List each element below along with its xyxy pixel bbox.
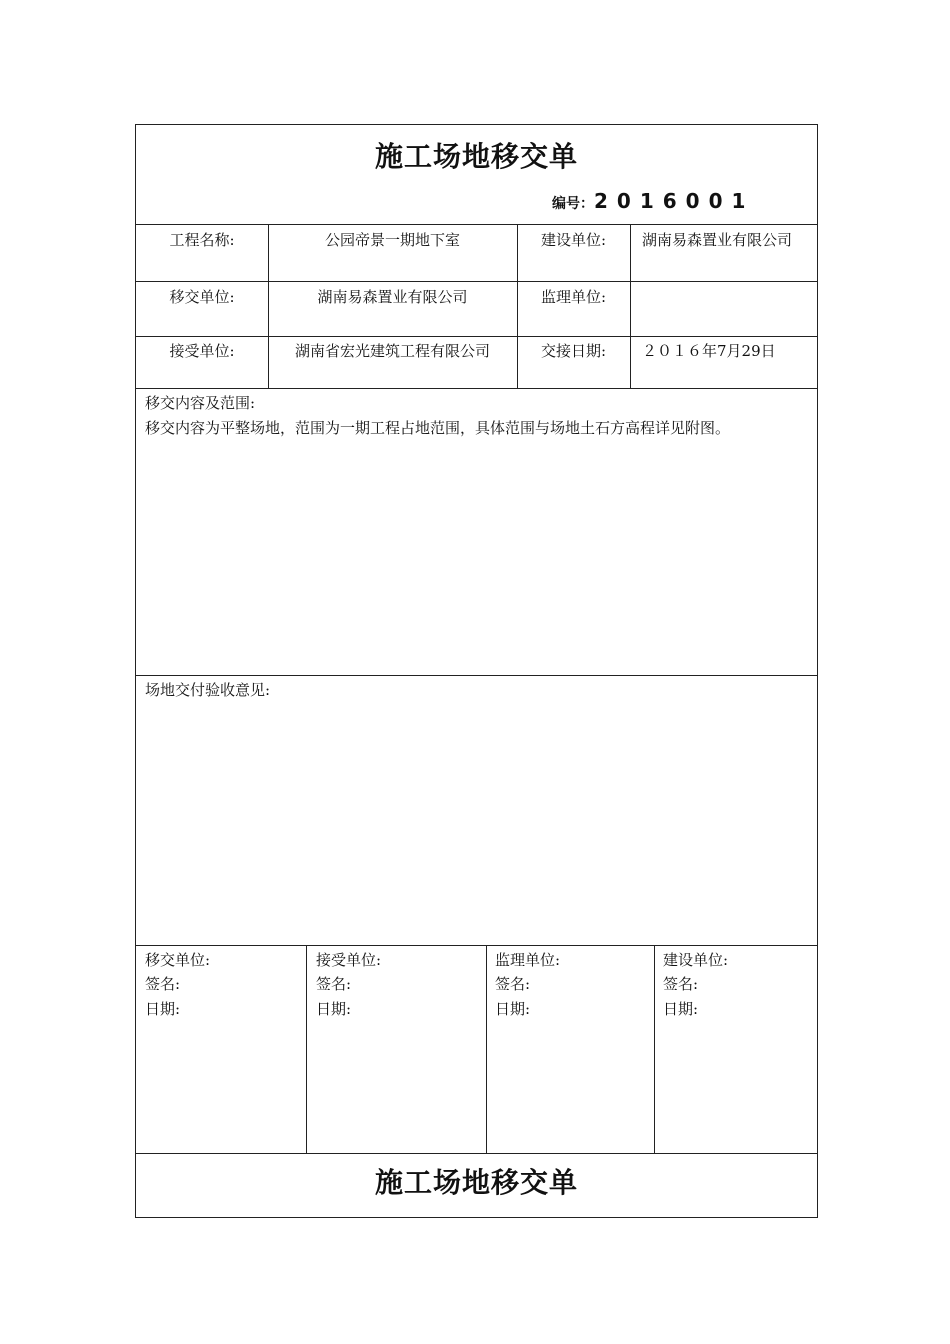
divider	[136, 675, 817, 676]
sig-builder-unit: 建设单位:	[663, 951, 729, 969]
receiver-label: 接受单位:	[169, 342, 235, 360]
handover-date-label: 交接日期:	[540, 342, 607, 360]
scope-label: 移交内容及范围:	[145, 394, 256, 412]
divider	[136, 336, 817, 337]
divider	[654, 945, 655, 1153]
serial-number	[552, 189, 754, 213]
sig-receiver-unit: 接受单位:	[316, 951, 382, 969]
divider	[136, 1153, 817, 1154]
sig-receiver-sign: 签名:	[316, 975, 352, 993]
transfer-unit-value: 湖南易森置业有限公司	[317, 288, 468, 306]
serial-label: 编号：	[552, 196, 594, 212]
builder-value: 湖南易森置业有限公司	[642, 231, 793, 249]
sig-transfer-sign: 签名:	[145, 975, 181, 993]
sig-transfer-date: 日期:	[145, 1000, 181, 1018]
handover-date-value: ２０１６年7月29日	[642, 342, 776, 360]
sig-receiver-date: 日期:	[316, 1000, 352, 1018]
serial-value: 2016001	[594, 189, 755, 213]
divider	[630, 224, 631, 388]
sig-supervisor-date: 日期:	[495, 1000, 531, 1018]
project-name-label: 工程名称:	[169, 231, 235, 249]
divider	[136, 224, 817, 225]
scope-text: 移交内容为平整场地，范围为一期工程占地范围，具体范围与场地土石方高程详见附图。	[145, 419, 731, 437]
divider	[136, 388, 817, 389]
receiver-value: 湖南省宏光建筑工程有限公司	[294, 342, 490, 360]
footer-title: 施工场地移交单	[374, 1166, 578, 1199]
divider	[136, 281, 817, 282]
form-title: 施工场地移交单	[374, 140, 578, 173]
supervisor-label: 监理单位:	[540, 288, 607, 306]
divider	[486, 945, 487, 1153]
sig-builder-sign: 签名:	[663, 975, 699, 993]
transfer-unit-label: 移交单位:	[169, 288, 235, 306]
divider	[136, 945, 817, 946]
project-name-value: 公园帝景一期地下室	[324, 231, 460, 249]
sig-supervisor-unit: 监理单位:	[495, 951, 561, 969]
acceptance-label: 场地交付验收意见:	[145, 681, 271, 699]
sig-supervisor-sign: 签名:	[495, 975, 531, 993]
builder-label: 建设单位:	[540, 231, 607, 249]
sig-builder-date: 日期:	[663, 1000, 699, 1018]
divider	[306, 945, 307, 1153]
handover-form	[135, 124, 818, 1218]
sig-transfer-unit: 移交单位:	[145, 951, 211, 969]
